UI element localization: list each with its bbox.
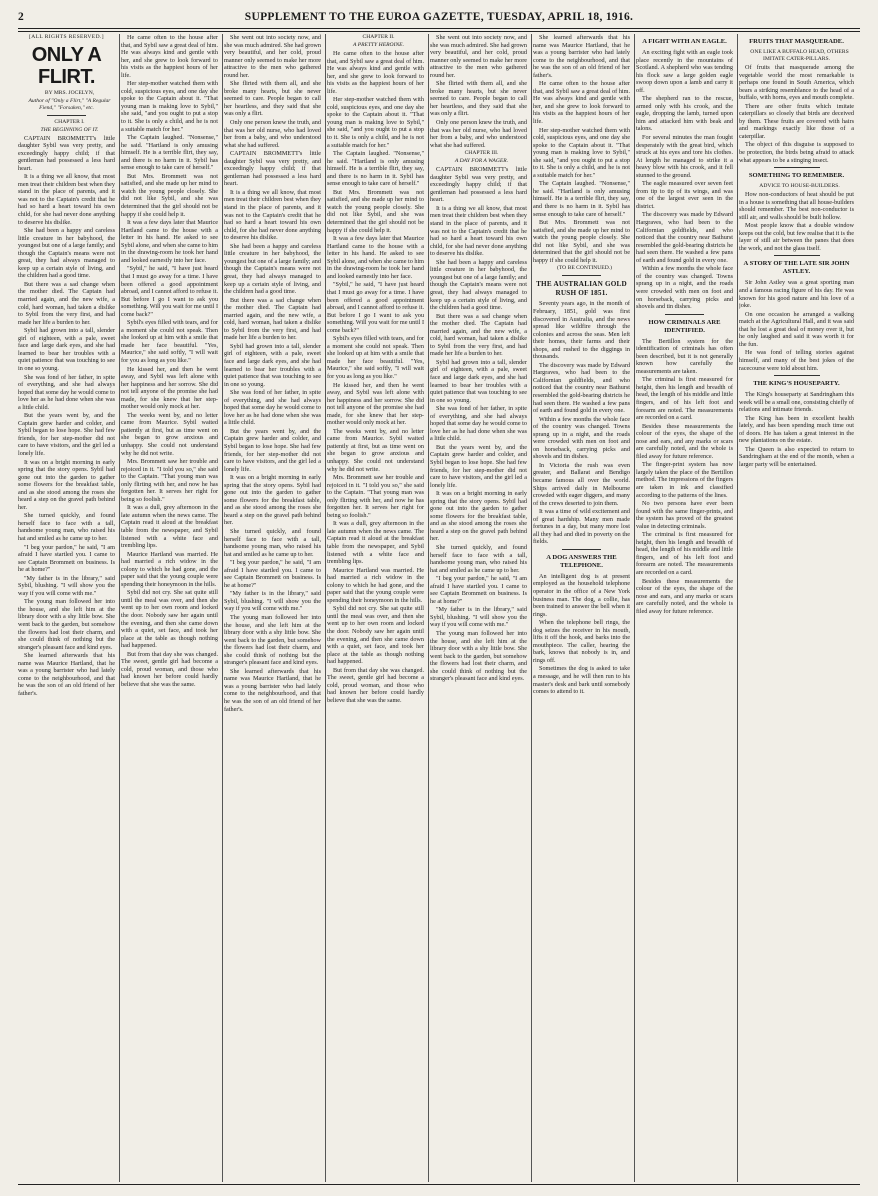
paragraph: Seventy years ago, in the month of February, 1851, gold was first discovered in Australia, and the news spread like wildfire through the colonies and across the seas. Men left their homes, their farms and their shops, and rushed to the diggings in thousands. <box>533 300 630 361</box>
article-title: SOMETHING TO REMEMBER. <box>748 172 845 180</box>
paragraph: The eagle measured over seven feet from tip to tip of its wings, and was one of the largest ever seen in the district. <box>636 180 733 210</box>
paragraph: The weeks went by, and no letter came from Maurice. Sybil waited patiently at first, but as time went on she began to grow anxious and unhappy. She could not understand why he did not write. <box>121 411 218 457</box>
paragraph: "Sybil," he said, "I have just heard that I must go away for a time. I have been offered a good appointment abroad, and I cannot afford to refuse it. But before I go I want to ask you something. Will you wait for me until I come back?" <box>121 265 218 318</box>
paragraph: In Victoria the rush was even greater, and Ballarat and Bendigo became famous all over the world. Ships arrived daily in Melbourne crowded with eager diggers, and many of the crews deserted to join them. <box>533 461 630 507</box>
paragraph: Within a few months the whole face of the country was changed. Towns sprang up in a night, and the roads were crowded with men on foot and on horseback, carrying picks and shovels and tin dishes. <box>533 415 630 461</box>
paragraph: An intelligent dog is at present employed as the household telephone operator in the office of a New York business man. The dog, a collie, has been trained to answer the bell when it rings. <box>533 572 630 618</box>
paragraph: The Captain laughed. "Nonsense," he said. "Hartland is only amusing himself. He is a terrible flirt, they say, and there is no harm in it. Sybil has sense enough to take care of herself." <box>327 150 424 188</box>
chapter-subtitle: A PRETTY HEROINE. <box>352 42 405 48</box>
paragraph: Mrs. Brommett saw her trouble and rejoiced in it. "I told you so," she said to the Captain. "That young man was only flirting with her, and now he has forgotten her. It serves her right for being so foolish." <box>327 474 424 519</box>
column-2 <box>121 34 218 1182</box>
article-title: HOW CRIMINALS ARE IDENTIFIED. <box>648 318 721 334</box>
paragraph: Sybil had grown into a tall, slender girl of eighteen, with a pale, sweet face and large dark eyes, and she had learned to bear her troubles with a quiet patience that was touching to see in one so young. <box>430 358 527 404</box>
divider <box>774 167 820 168</box>
article-title: A STORY OF THE LATE SIR JOHN ASTLEY. <box>743 260 850 276</box>
bottom-rule <box>18 1184 860 1185</box>
paragraph: She turned quickly, and found herself face to face with a tall, handsome young man, who raised his hat and smiled as he came up to her. <box>224 528 321 558</box>
paragraph: He kissed her, and then he went away, and Sybil was left alone with her happiness and her sorrow. She did not tell anyone of the promise she had made, for she knew that her step-mother would only mock at her. <box>327 381 424 427</box>
chapter-heading: CHAPTER III. <box>464 150 499 157</box>
paragraph: How non-conductors of heat should be put in a house is something that all house-builders should remember. The best non-conductor is still air, and walls should be built hollow. <box>739 191 854 221</box>
paragraph: CAPTAIN BROMMETT's little daughter Sybil was very pretty, and exceedingly happy child; if that gentleman had possessed a less hard heart. <box>18 134 115 172</box>
paragraph: The shepherd ran to the rescue, armed only with his crook, and the eagle, dropping the lamb, turned upon him and attacked him with beak and talons. <box>636 95 733 133</box>
paragraph: But there was a sad change when the mother died. The Captain had married again, and the new wife, a cold, hard woman, had taken a dislike to Sybil from the very first, and had made her life a burden to her. <box>224 296 321 342</box>
paragraph: But Mrs. Brommett was not satisfied, and she made up her mind to watch the young people closely. She did not like Sybil, and she was determined that the girl should not be happy if she could help it. <box>533 219 630 264</box>
serial-title: ONLY A FLIRT. <box>31 43 102 88</box>
paragraph: For several minutes the man fought desperately with the great bird, which struck at his eyes and tore his clothes. At length he managed to strike it a heavy blow with his crook, and it fell stunned to the ground. <box>636 134 733 179</box>
paragraph: Mrs. Brommett saw her trouble and rejoiced in it. "I told you so," she said to the Captain. "That young man was only flirting with her, and now he has forgotten her. It serves her right for being so foolish." <box>121 458 218 503</box>
paragraph: It was a few days later that Maurice Hartland came to the house with a letter in his hand. He asked to see Sybil alone, and when she came to him in the drawing-room he took her hand and looked earnestly into her face. <box>121 219 218 264</box>
paragraph: But the years went by, and the Captain grew harder and colder, and Sybil began to lose hope. She had few friends, for her step-mother did not care to have visitors, and the girl led a lonely life. <box>18 412 115 457</box>
column-6 <box>533 34 630 1182</box>
paragraph: It is a thing we all know, that most men treat their children best when they stand in the place of parents, and it was not to the Captain's credit that he had so hard a heart toward his own child, for she had never done anything to deserve his dislike. <box>430 204 527 258</box>
article-title: A FIGHT WITH AN EAGLE. <box>642 38 727 45</box>
paragraph: Only one person knew the truth, and that was her old nurse, who had loved her from a baby, and who understood what she had suffered. <box>430 119 527 149</box>
paragraph: "My father is in the library," said Sybil, blushing. "I will show you the way if you will come with me." <box>18 574 115 597</box>
column-4 <box>327 34 424 1182</box>
paragraph: Sometimes the dog is asked to take a message, and he will then run to his master's desk and bark until somebody comes to attend to it. <box>533 665 630 696</box>
paragraph: Maurice Hartland was married. He had married a rich widow in the colony to which he had gone, and the paper said that the young couple were spending their honeymoon in the hills. <box>121 550 218 588</box>
paragraph: "My father is in the library," said Sybil, blushing. "I will show you the way if you will come with me." <box>224 590 321 613</box>
paragraph: It was on a bright morning in early spring that the story opens. Sybil had gone out into the garden to gather some flowers for the breakfast table, and as she stood among the roses she heard a step on the gravel path behind her. <box>430 490 527 543</box>
paragraph: On one occasion he arranged a walking match at the Agricultural Hall, and it was said that he lost a great deal of money over it, but he only laughed and said it was worth it for the fun. <box>739 310 854 348</box>
paragraph: Besides these measurements the colour of the eyes, the shape of the nose and ears, and any marks or scars are carefully noted, and the whole is filed away for future reference. <box>636 422 733 460</box>
paragraph: He kissed her, and then he went away, and Sybil was left alone with her happiness and her sorrow. She did not tell anyone of the promise she had made, for she knew that her step-mother would only mock at her. <box>121 365 218 411</box>
paragraph: "My father is in the library," said Sybil, blushing. "I will show you the way if you will come with me." <box>430 606 527 629</box>
paragraph: She turned quickly, and found herself face to face with a tall, handsome young man, who raised his hat and smiled as he came up to her. <box>430 544 527 574</box>
article-title: A DOG ANSWERS THE TELEPHONE. <box>546 553 617 569</box>
paragraph: CAPTAIN BROMMETT's little daughter Sybil was very pretty, and exceedingly happy child; if that gentleman had possessed a less hard heart. <box>224 150 321 188</box>
masthead-title: SUPPLEMENT TO THE EUROA GAZETTE, TUESDAY, APRIL 18, 1916. <box>244 11 634 23</box>
paragraph: The finger-print system has now largely taken the place of the Bertillon method. The impressions of the fingers are taken in ink and classified according to the patterns of the lines. <box>636 461 733 499</box>
paragraph: "Sybil," he said, "I have just heard that I must go away for a time. I have been offered a good appointment abroad, and I cannot afford to refuse it. But before I go I want to ask you something. Will you wait for me until I come back?" <box>327 281 424 334</box>
paragraph: "I beg your pardon," he said, "I am afraid I have startled you. I came to see Captain Brommett on business. Is he at home?" <box>224 559 321 589</box>
paragraph: The King's houseparty at Sandringham this week will be a small one, consisting chiefly of relations and intimate friends. <box>739 391 854 414</box>
paragraph: She learned afterwards that his name was Maurice Hartland, that he was a young barrister who had lately come to the neighbourhood, and that he was the son of an old friend of her father's. <box>224 667 321 713</box>
paragraph: He came often to the house after that, and Sybil saw a great deal of him. He was always kind and gentle with her, and she grew to look forward to his visits as the happiest hours of her life. <box>327 50 424 95</box>
column-rule <box>325 34 326 1182</box>
column-5 <box>430 34 527 1182</box>
to-be-continued: (TO BE CONTINUED.) <box>556 265 613 272</box>
paragraph: An exciting fight with an eagle took place recently in the mountains of Scotland. A shepherd who was tending his flock saw a large golden eagle swoop down upon a lamb and carry it off. <box>636 49 733 94</box>
paragraph: It was a time of wild excitement and of great hardship. Many men made fortunes in a day, but many more lost all they had and died in poverty on the fields. <box>533 508 630 546</box>
paragraph: She turned quickly, and found herself face to face with a tall, handsome young man, who raised his hat and smiled as he came up to her. <box>18 512 115 542</box>
paragraph: She went out into society now, and she was much admired. She had grown very beautiful, and her cold, proud manner only seemed to make her more attractive to the men who gathered round her. <box>430 34 527 79</box>
chapter-subtitle: THE BEGINNING OF IT. <box>40 126 99 133</box>
paragraph: Sybil had grown into a tall, slender girl of eighteen, with a pale, sweet face and large dark eyes, and she had learned to bear her troubles with a quiet patience that was touching to see in one so young. <box>18 327 115 372</box>
paragraph: He came often to the house after that, and Sybil saw a great deal of him. He was always kind and gentle with her, and she grew to look forward to his visits as the happiest hours of her life. <box>121 34 218 79</box>
paragraph: Most people know that a double window keeps out the cold, but few realise that it is the layer of still air between the panes that does the work, and not the glass itself. <box>739 222 854 252</box>
chapter-subtitle: A DAY FOR A WAGER. <box>454 158 509 165</box>
paragraph: Sybil's eyes filled with tears, and for a moment she could not speak. Then she looked up at him with a smile that made her face beautiful. "Yes, Maurice," she said softly, "I will wait for you as long as you like." <box>121 319 218 364</box>
article-title: THE KING'S HOUSEPARTY. <box>753 380 840 388</box>
column-rule <box>634 34 635 1182</box>
column-rule <box>531 34 532 1182</box>
paragraph: It was a dull, grey afternoon in the late autumn when the news came. The Captain read it aloud at the breakfast table from the newspaper, and Sybil listened with a white face and trembling lips. <box>327 520 424 566</box>
column-1 <box>18 34 115 1182</box>
paragraph: Besides these measurements the colour of the eyes, the shape of the nose and ears, and any marks or scars are carefully noted, and the whole is filed away for future reference. <box>636 577 733 615</box>
paragraph: No two persons have ever been found with the same finger-prints, and the system has proved of the greatest value in detecting criminals. <box>636 500 733 530</box>
chapter-heading: CHAPTER I. <box>54 118 85 125</box>
paragraph: But from that day she was changed. The sweet, gentle girl had become a cold, proud woman, and those who had known her before could hardly believe that she was the same. <box>121 650 218 688</box>
paragraph: There are other fruits which imitate caterpillars so closely that birds are deceived by them. These fruits are covered with hairs and markings exactly like those of a caterpillar. <box>739 102 854 140</box>
paragraph: She had been a happy and careless little creature in her babyhood, the youngest but one of a large family; and though the Captain's means were not great, they had always managed to keep up a certain style of living, and the children had a good time. <box>430 258 527 312</box>
column-8 <box>739 34 854 1182</box>
paragraph: Her step-mother watched them with cold, suspicious eyes, and one day she spoke to the Captain about it. "That young man is making love to Sybil," she said, "and you ought to put a stop to it. She is only a child, and he is not a suitable match for her." <box>327 96 424 149</box>
paragraph: She had been a happy and careless little creature in her babyhood, the youngest but one of a large family; and though the Captain's means were not great, they had always managed to keep up a certain style of living, and the children had a good time. <box>18 227 115 280</box>
paragraph: When the telephone bell rings, the dog seizes the receiver in his mouth, lifts it off the hook, and barks into the mouthpiece. The caller, hearing the bark, knows that nobody is in, and rings off. <box>533 619 630 664</box>
paragraph: "I beg your pardon," he said, "I am afraid I have startled you. I came to see Captain Brommett on business. Is he at home?" <box>18 543 115 574</box>
paragraph: Sir John Astley was a great sporting man and a famous racing figure of his day. He was known for his good nature and his love of a joke. <box>739 279 854 310</box>
masthead-rule-2 <box>18 31 860 32</box>
paragraph: Maurice Hartland was married. He had married a rich widow in the colony to which he had gone, and the paper said that the young couple were spending their honeymoon in the hills. <box>327 566 424 604</box>
serial-byline: BY MRS. JOCELYN, <box>44 89 95 96</box>
paragraph: It is a thing we all know, that most men treat their children best when they stand in the place of parents, and it was not to the Captain's credit that he had so hard a heart toward his own child, for she had never done anything to deserve his dislike. <box>224 188 321 242</box>
paragraph: But the years went by, and the Captain grew harder and colder, and Sybil began to lose hope. She had few friends, for her step-mother did not care to have visitors, and the girl led a lonely life. <box>430 443 527 489</box>
paragraph: Within a few months the whole face of the country was changed. Towns sprang up in a night, and the roads were crowded with men on foot and on horseback, carrying picks and shovels and tin dishes. <box>636 265 733 311</box>
column-7 <box>636 34 733 1182</box>
paragraph: "I beg your pardon," he said, "I am afraid I have startled you. I came to see Captain Brommett on business. Is he at home?" <box>430 575 527 605</box>
divider <box>665 314 704 315</box>
paragraph: Sybil did not cry. She sat quite still until the meal was over, and then she went up to her own room and locked the door. Nobody saw her again until the evening, and then she came down with a quiet, set face, and took her place at the table as though nothing had happened. <box>327 605 424 666</box>
paragraph: But Mrs. Brommett was not satisfied, and she made up her mind to watch the young people closely. She did not like Sybil, and she was determined that the girl should not be happy if she could help it. <box>327 188 424 234</box>
paragraph: The Bertillon system for the identification of criminals has often been described, but it is not generally known how carefully the measurements are taken. <box>636 337 733 375</box>
paragraph: Sybil had grown into a tall, slender girl of eighteen, with a pale, sweet face and large dark eyes, and she had learned to bear her troubles with a quiet patience that was touching to see in one so young. <box>224 342 321 388</box>
paragraph: The Queen is also expected to return to Sandringham at the end of the month, when a larger party will be entertained. <box>739 445 854 468</box>
column-rule <box>737 34 738 1182</box>
rights-notice: [ALL RIGHTS RESERVED.] <box>29 34 104 40</box>
paragraph: The Captain laughed. "Nonsense," he said. "Hartland is only amusing himself. He is a terrible flirt, they say, and there is no harm in it. Sybil has sense enough to take care of herself." <box>121 134 218 172</box>
paragraph: She was fond of her father, in spite of everything, and she had always hoped that some day he would come to love her as he had done when she was a little child. <box>224 389 321 427</box>
paragraph: The young man followed her into the house, and she left him at the library door with a shy little bow. She went back to the garden, but somehow the flowers had lost their charm, and she could think of nothing but the stranger's pleasant face and kind eyes. <box>224 614 321 667</box>
paragraph: It was a few days later that Maurice Hartland came to the house with a letter in his hand. He asked to see Sybil alone, and when she came to him in the drawing-room he took her hand and looked earnestly into her face. <box>327 235 424 280</box>
paragraph: The criminal is first measured for height, then his length and breadth of head, the length of his middle and little fingers, and of his left foot and forearm are noted. The measurements are recorded on a card. <box>636 376 733 422</box>
paragraph: Her step-mother watched them with cold, suspicious eyes, and one day she spoke to the Captain about it. "That young man is making love to Sybil," she said, "and you ought to put a stop to it. She is only a child, and he is not a suitable match for her." <box>533 126 630 179</box>
paragraph: He was fond of telling stories against himself, and many of the best jokes of the racecourse were told about him. <box>739 349 854 372</box>
column-rule <box>119 34 120 1182</box>
paragraph: She flirted with them all, and she broke many hearts, but she never seemed to care. People began to call her heartless, and they said that she was only a flirt. <box>430 80 527 118</box>
masthead-rule <box>18 28 860 29</box>
serial-author-note: Author of "Only a Flirt," "A Regular Fiend," "Forsaken," etc. <box>28 97 111 111</box>
paragraph: But from that day she was changed. The sweet, gentle girl had become a cold, proud woman, and those who had known her before could hardly believe that she was the same. <box>327 666 424 704</box>
article-subtitle: ONE LIKE A BUFFALO HEAD, OTHERS IMITATE CATER-PILLARS. <box>750 49 849 62</box>
article-title: THE AUSTRALIAN GOLD RUSH OF 1851. <box>536 280 627 297</box>
column-3 <box>224 34 321 1182</box>
paragraph: The weeks went by, and no letter came from Maurice. Sybil waited patiently at first, but as time went on she began to grow anxious and unhappy. She could not understand why he did not write. <box>327 427 424 473</box>
paragraph: The young man followed her into the house, and she left him at the library door with a shy little bow. She went back to the garden, but somehow the flowers had lost their charm, and she could think of nothing but the stranger's pleasant face and kind eyes. <box>18 598 115 651</box>
paragraph: CAPTAIN BROMMETT's little daughter Sybil was very pretty, and exceedingly happy child; if that gentleman had possessed a less hard heart. <box>430 166 527 204</box>
paragraph: The Captain laughed. "Nonsense," he said. "Hartland is only amusing himself. He is a terrible flirt, they say, and there is no harm in it. Sybil has sense enough to take care of herself." <box>533 180 630 218</box>
masthead <box>18 8 860 26</box>
paragraph: She was fond of her father, in spite of everything, and she had always hoped that some day he would come to love her as he had done when she was a little child. <box>18 373 115 411</box>
paragraph: She flirted with them all, and she broke many hearts, but she never seemed to care. People began to call her heartless, and they said that she was only a flirt. <box>224 80 321 118</box>
paragraph: It was on a bright morning in early spring that the story opens. Sybil had gone out into the garden to gather some flowers for the breakfast table, and as she stood among the roses she heard a step on the gravel path behind her. <box>224 474 321 527</box>
divider <box>562 275 601 276</box>
paragraph: She went out into society now, and she was much admired. She had grown very beautiful, and her cold, proud manner only seemed to make her more attractive to the men who gathered round her. <box>224 34 321 79</box>
paragraph: Sybil did not cry. She sat quite still until the meal was over, and then she went up to her own room and locked the door. Nobody saw her again until the evening, and then she came down with a quiet, set face, and took her place at the table as though nothing had happened. <box>121 589 218 650</box>
paragraph: It was a dull, grey afternoon in the late autumn when the news came. The Captain read it aloud at the breakfast table from the newspaper, and Sybil listened with a white face and trembling lips. <box>121 504 218 550</box>
paragraph: Her step-mother watched them with cold, suspicious eyes, and one day she spoke to the Captain about it. "That young man is making love to Sybil," she said, "and you ought to put a stop to it. She is only a child, and he is not a suitable match for her." <box>121 80 218 133</box>
paragraph: But there was a sad change when the mother died. The Captain had married again, and the new wife, a cold, hard woman, had taken a dislike to Sybil from the very first, and had made her life a burden to her. <box>430 312 527 358</box>
chapter-heading: CHAPTER II. <box>362 34 395 40</box>
paragraph: It is a thing we all know, that most men treat their children best when they stand in the place of parents, and it was not to the Captain's credit that he had so hard a heart toward his own child, for she had never done anything to deserve his dislike. <box>18 173 115 226</box>
divider <box>774 255 820 256</box>
paragraph: She had been a happy and careless little creature in her babyhood, the youngest but one of a large family; and though the Captain's means were not great, they had always managed to keep up a certain style of living, and the children had a good time. <box>224 242 321 296</box>
article-title: FRUITS THAT MASQUERADE. <box>749 38 844 45</box>
column-rule <box>428 34 429 1182</box>
divider <box>562 549 601 550</box>
paragraph: But there was a sad change when the mother died. The Captain had married again, and the new wife, a cold, hard woman, had taken a dislike to Sybil from the very first, and had made her life a burden to her. <box>18 280 115 326</box>
newspaper-page <box>18 8 860 1188</box>
paragraph: She was fond of her father, in spite of everything, and she had always hoped that some day he would come to love her as he had done when she was a little child. <box>430 405 527 443</box>
divider <box>774 375 820 376</box>
paragraph: The criminal is first measured for height, then his length and breadth of head, the length of his middle and little fingers, and of his left foot and forearm are noted. The measurements are recorded on a card. <box>636 531 733 576</box>
divider <box>47 115 86 116</box>
paragraph: Sybil's eyes filled with tears, and for a moment she could not speak. Then she looked up at him with a smile that made her face beautiful. "Yes, Maurice," she said softly, "I will wait for you as long as you like." <box>327 335 424 380</box>
column-rule <box>222 34 223 1182</box>
page-number: 2 <box>18 11 25 23</box>
paragraph: The object of this disguise is supposed to be protection, the birds being afraid to attack what appears to be a stinging insect. <box>739 141 854 164</box>
paragraph: He came often to the house after that, and Sybil saw a great deal of him. He was always kind and gentle with her, and she grew to look forward to his visits as the happiest hours of her life. <box>533 80 630 126</box>
paragraph: The young man followed her into the house, and she left him at the library door with a shy little bow. She went back to the garden, but somehow the flowers had lost their charm, and she could think of nothing but the stranger's pleasant face and kind eyes. <box>430 630 527 683</box>
paragraph: The King has been in excellent health lately, and has been spending much time out of doors. He has taken a great interest in the new plantations on the estate. <box>739 414 854 445</box>
paragraph: She learned afterwards that his name was Maurice Hartland, that he was a young barrister who had lately come to the neighbourhood, and that he was the son of an old friend of her father's. <box>533 34 630 79</box>
paragraph: It was on a bright morning in early spring that the story opens. Sybil had gone out into the garden to gather some flowers for the breakfast table, and as she stood among the roses she heard a step on the gravel path behind her. <box>18 458 115 511</box>
paragraph: But the years went by, and the Captain grew harder and colder, and Sybil began to lose hope. She had few friends, for her step-mother did not care to have visitors, and the girl led a lonely life. <box>224 427 321 473</box>
paragraph: The discovery was made by Edward Hargraves, who had been to the Californian goldfields, and who noticed that the country near Bathurst resembled the gold-bearing districts he had seen there. He washed a few pans of earth and found gold in every one. <box>636 211 733 264</box>
paragraph: Of fruits that masquerade among the vegetable world the most remarkable is perhaps one found in South America, which bears a striking resemblance to the head of a buffalo, with horns, eyes and mouth complete. <box>739 64 854 102</box>
paragraph: She learned afterwards that his name was Maurice Hartland, that he was a young barrister who had lately come to the neighbourhood, and that he was the son of an old friend of her father's. <box>18 652 115 697</box>
paragraph: Only one person knew the truth, and that was her old nurse, who had loved her from a baby, and who understood what she had suffered. <box>224 119 321 149</box>
paragraph: The discovery was made by Edward Hargraves, who had been to the Californian goldfields, and who noticed that the country near Bathurst resembled the gold-bearing districts he had seen there. He washed a few pans of earth and found gold in every one. <box>533 361 630 415</box>
paragraph: But Mrs. Brommett was not satisfied, and she made up her mind to watch the young people closely. She did not like Sybil, and she was determined that the girl should not be happy if she could help it. <box>121 172 218 218</box>
article-subtitle: ADVICE TO HOUSE-BUILDERS. <box>759 183 840 190</box>
